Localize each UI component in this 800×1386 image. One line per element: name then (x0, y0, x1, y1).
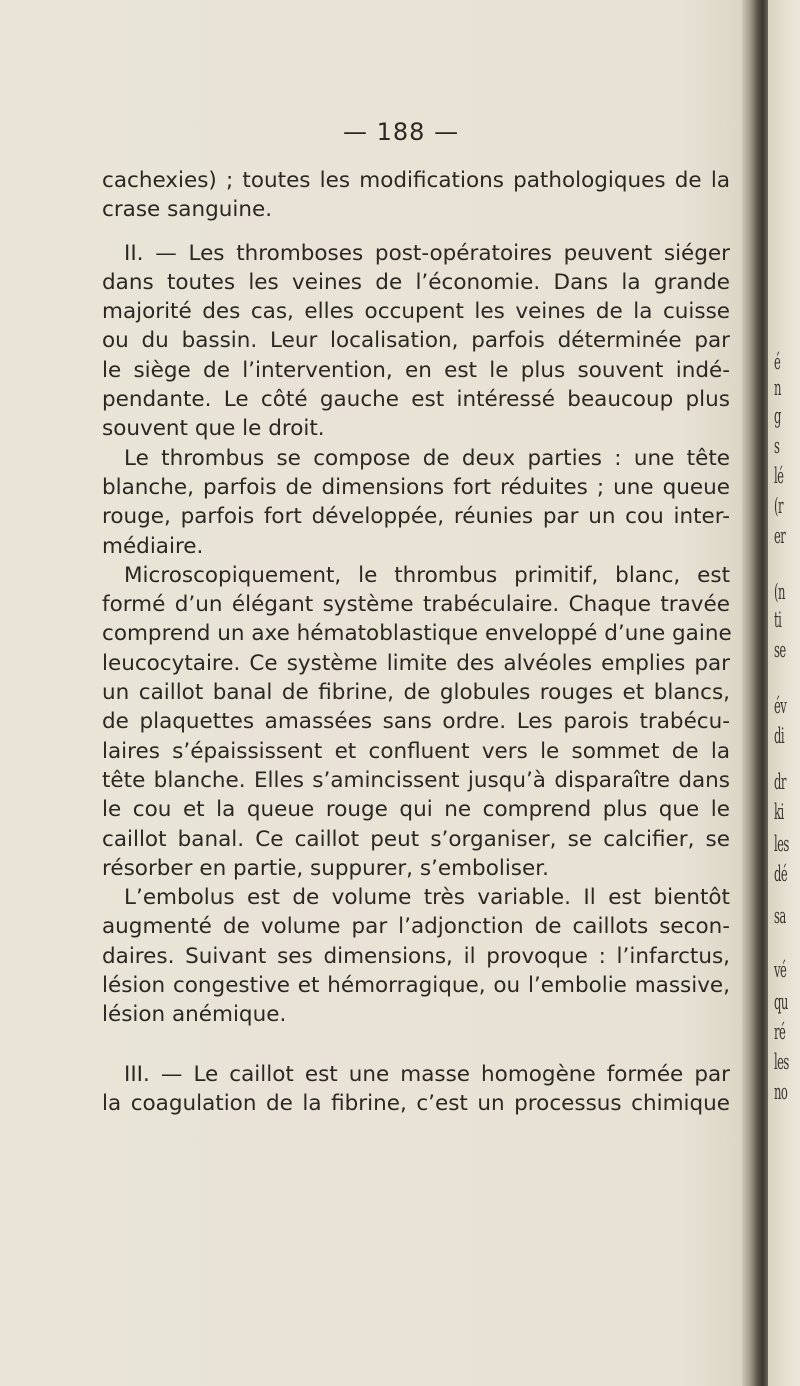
text-line: formé d’un élégant système trabéculaire. Chaque travée (102, 592, 730, 618)
facing-page-fragment: no (774, 1080, 788, 1104)
text-line: tête blanche. Elles s’amincissent jusqu’à disparaître dans (102, 767, 730, 793)
facing-page-fragment: se (774, 638, 786, 662)
text-line: la coagulation de la fibrine, c’est un processus chimique (102, 1090, 730, 1116)
text-line: Le thrombus se compose de deux parties : une tête (124, 445, 730, 471)
facing-page-fragment: s (774, 434, 780, 458)
text-line: Microscopiquement, le thrombus primitif, blanc, est (124, 562, 730, 588)
facing-page-fragment: qu (774, 990, 788, 1014)
facing-page-fragment: les (774, 832, 789, 856)
text-line: le cou et la queue rouge qui ne comprend plus que le (102, 797, 730, 823)
facing-page-fragment: (n (774, 580, 785, 604)
text-line: pendante. Le côté gauche est intéressé beaucoup plus (102, 387, 730, 413)
text-line: lésion anémique. (102, 1002, 287, 1028)
facing-page-fragment: er (774, 524, 786, 548)
text-line: majorité des cas, elles occupent les veines de la cuisse (102, 299, 730, 325)
facing-page-fragment: di (774, 724, 784, 748)
text-line: laires s’épaississent et confluent vers le sommet de la (102, 738, 730, 764)
text-line: dans toutes les veines de l’économie. Dans la grande (102, 269, 730, 295)
book-gutter (742, 0, 768, 1386)
text-line: rouge, parfois fort développée, réunies par un cou inter- (102, 504, 730, 530)
facing-page-fragment: (r (774, 494, 783, 518)
facing-page-fragment: lé (774, 464, 784, 488)
text-line: leucocytaire. Ce système limite des alvéoles emplies par (102, 650, 730, 676)
text-line: souvent que le droit. (102, 416, 325, 442)
facing-page-fragment: les (774, 1050, 789, 1074)
facing-page-fragment: dr (774, 770, 786, 794)
text-line: cachexies) ; toutes les modifications pathologiques de la (102, 168, 730, 193)
facing-page-fragment: vé (774, 958, 787, 982)
text-line: II. — Les thromboses post-opératoires peuvent siéger (124, 240, 730, 266)
facing-page-fragment: év (774, 694, 787, 718)
paragraph-gap (102, 1030, 730, 1060)
page-number: — 188 — (343, 118, 460, 146)
facing-page-fragment: sa (774, 904, 786, 928)
text-line: augmenté de volume par l’adjonction de caillots secon- (102, 914, 730, 940)
text-line: crase sanguine. (102, 197, 273, 223)
facing-page-fragment: n (774, 376, 781, 400)
facing-page-edge (768, 0, 800, 1386)
text-line: ou du bassin. Leur localisation, parfois déterminée par (102, 328, 730, 354)
text-line: blanche, parfois de dimensions fort réduites ; une queue (102, 474, 730, 500)
facing-page-fragment: g (774, 404, 781, 428)
body-text (102, 166, 730, 1118)
facing-page-fragment: ti (774, 608, 782, 632)
facing-page-fragment: dé (774, 862, 788, 886)
text-line: L’embolus est de volume très variable. Il est bientôt (124, 885, 730, 911)
text-line: III. — Le caillot est une masse homogène formée par (124, 1061, 730, 1087)
text-line: le siège de l’intervention, en est le plus souvent indé- (102, 357, 730, 383)
text-line: un caillot banal de fibrine, de globules rouges et blancs, (102, 680, 730, 706)
text-line: résorber en partie, suppurer, s’emboliser. (102, 855, 549, 881)
facing-page-fragment: ré (774, 1020, 786, 1044)
text-line: de plaquettes amassées sans ordre. Les parois trabécu- (102, 709, 730, 735)
facing-page-fragment: ki (774, 800, 784, 824)
text-line: comprend un axe hématoblastique enveloppé d’une gaine (102, 621, 732, 647)
text-line: médiaire. (102, 533, 204, 559)
text-line: daires. Suivant ses dimensions, il provoque : l’infarctus, (102, 943, 730, 969)
facing-page-fragment: é (774, 350, 781, 374)
text-line: caillot banal. Ce caillot peut s’organiser, se calcifier, se (102, 826, 730, 852)
text-line: lésion congestive et hémorragique, ou l’embolie massive, (102, 973, 730, 999)
paragraph-gap (102, 225, 730, 239)
